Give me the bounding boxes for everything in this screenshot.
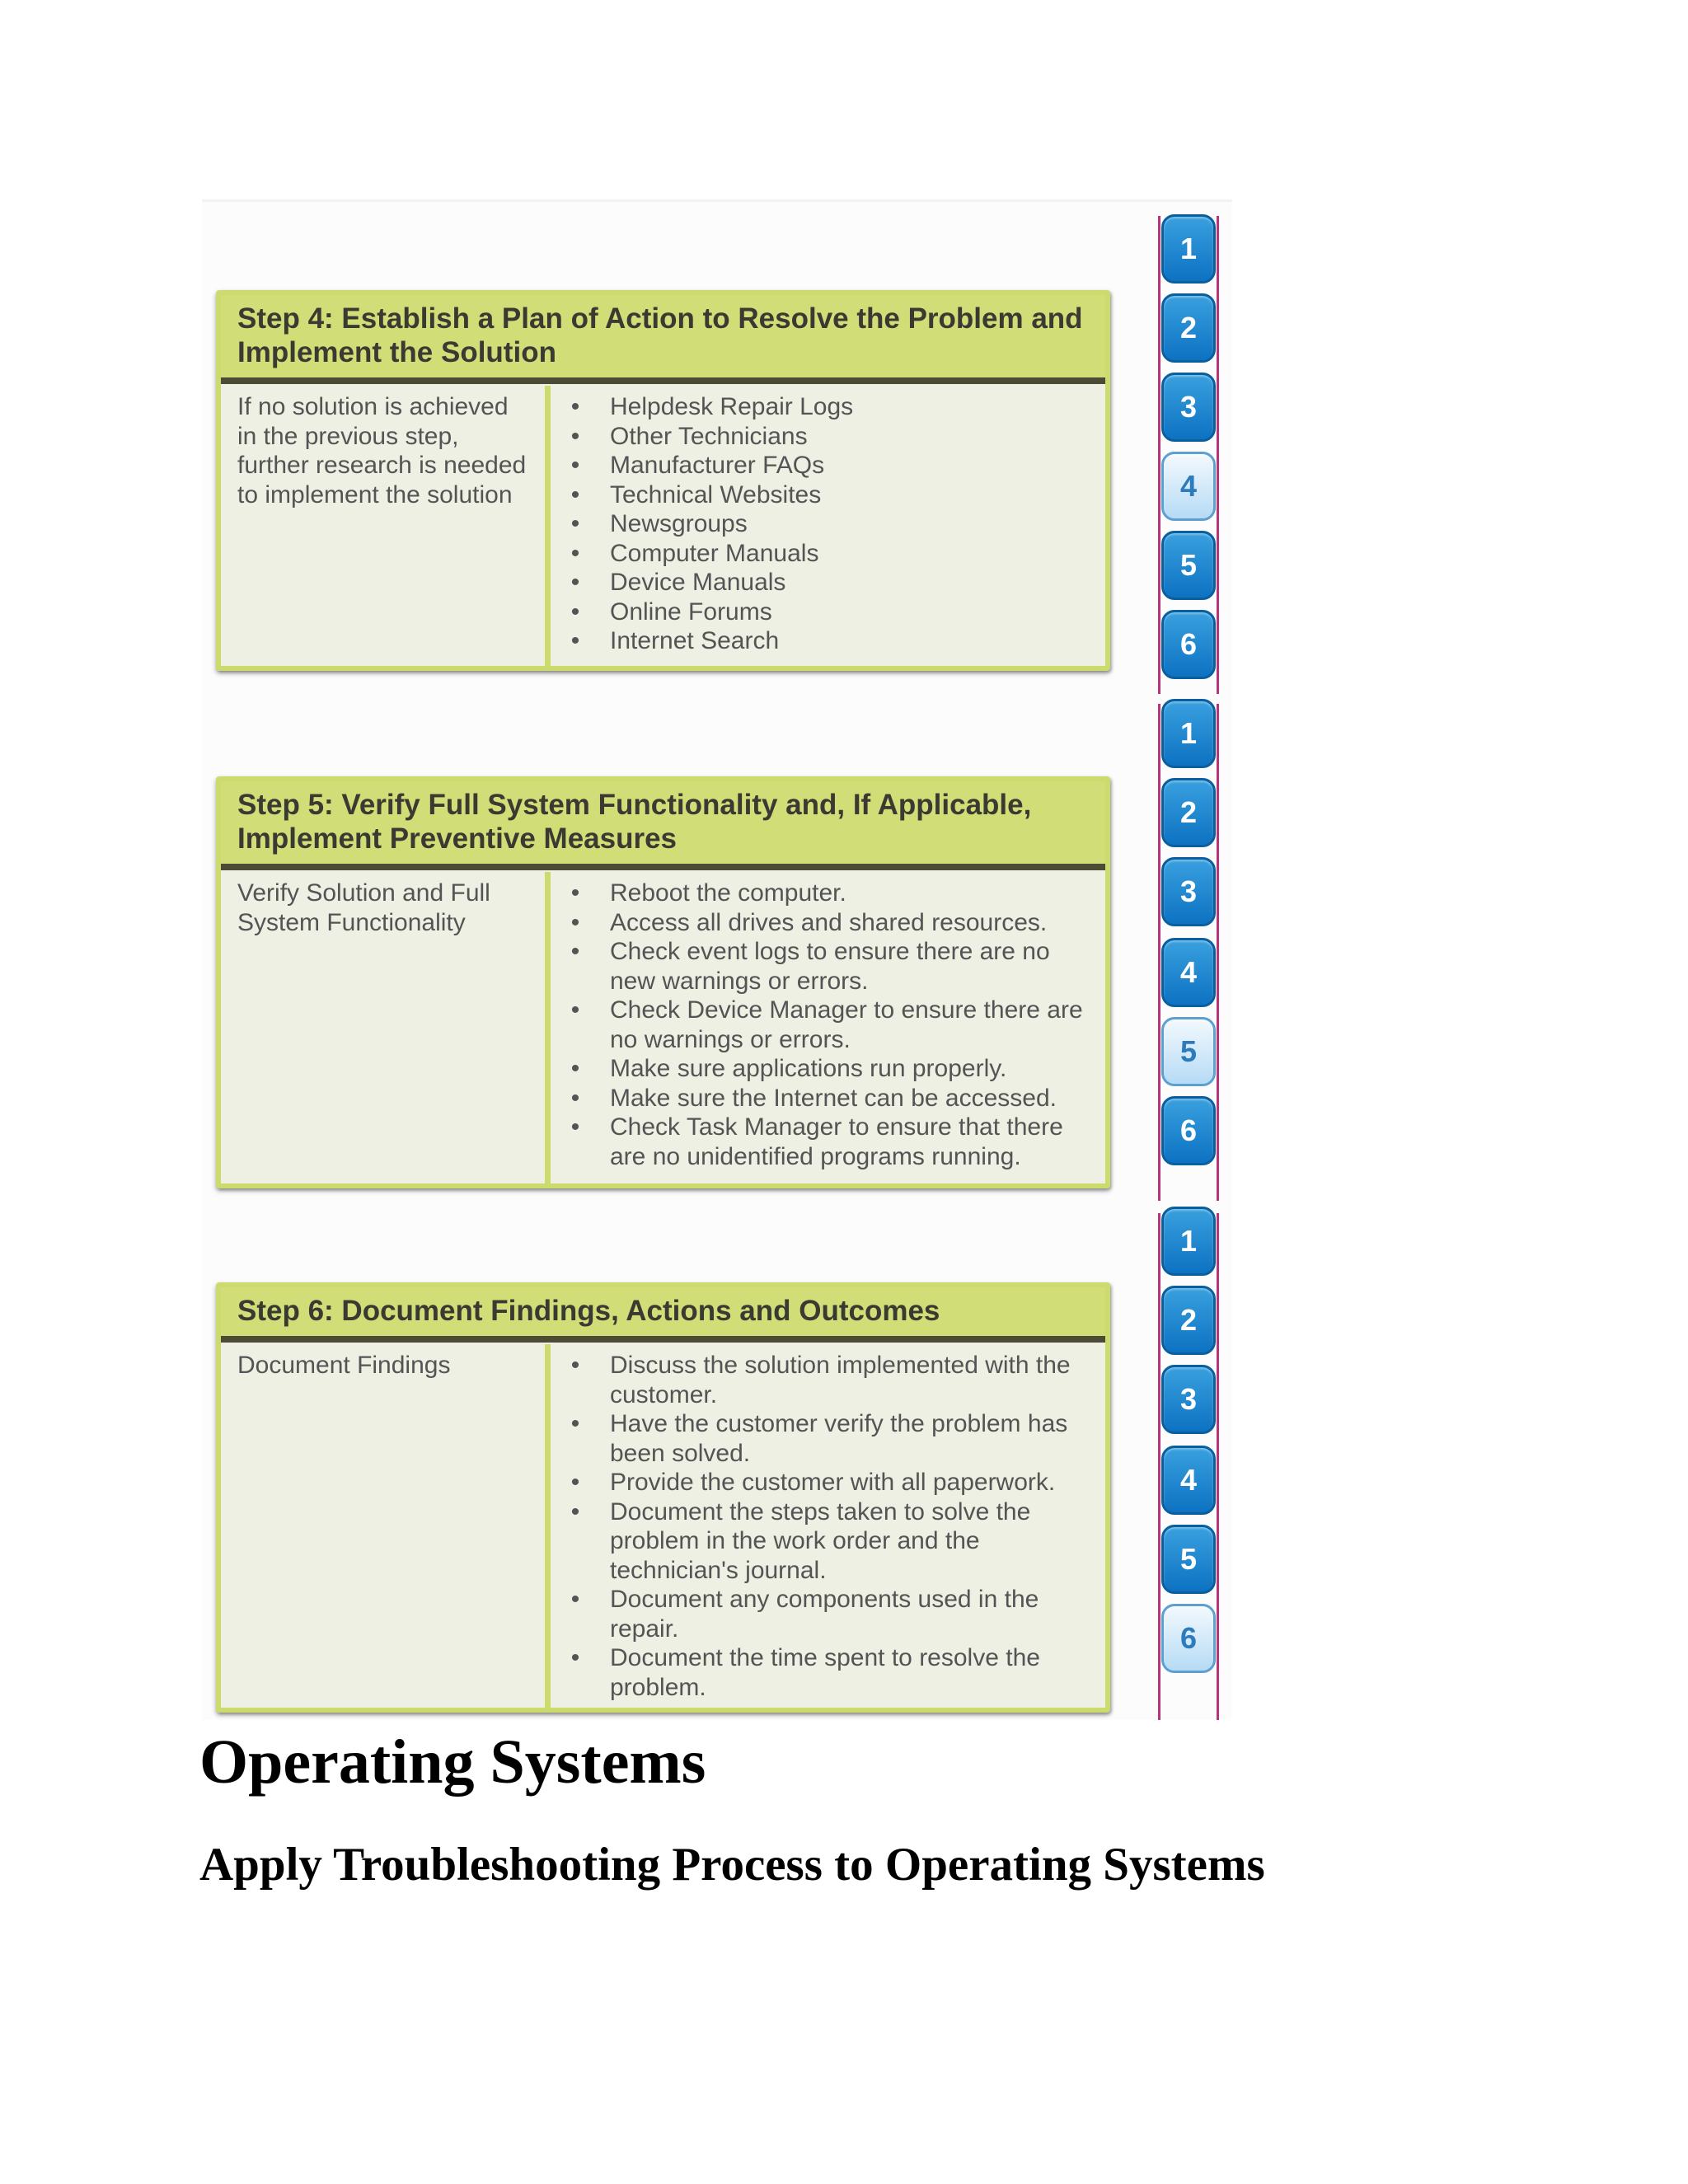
list-item	[559, 480, 1090, 510]
list-item-text: Check Task Manager to ensure that there are no unidentified programs running.	[610, 1113, 1063, 1170]
bullet-icon: •	[570, 996, 580, 1024]
list-item-text: Check event logs to ensure there are no new warnings or errors.	[610, 938, 1050, 995]
step-5-description: Verify Solution and Full System Functionality	[221, 872, 551, 1183]
step-5-box	[216, 776, 1110, 1188]
tab-4[interactable]: 4	[1161, 1446, 1216, 1515]
list-item-text: Computer Manuals	[610, 539, 819, 567]
step-4-bullet-list	[559, 392, 1090, 656]
step-6-title: Step 6: Document Findings, Actions and Outcomes	[221, 1287, 1105, 1343]
bullet-icon: •	[570, 1497, 580, 1526]
list-item	[559, 568, 1090, 598]
list-item	[559, 539, 1090, 569]
step-5-title: Step 5: Verify Full System Functionality and, If Applicable, Implement Preventive Measures	[221, 781, 1105, 870]
tab-1[interactable]: 1	[1161, 699, 1216, 768]
list-item	[559, 422, 1090, 452]
tab-strip-border	[1158, 704, 1160, 1201]
list-item-text: Document any components used in the repair.	[610, 1586, 1039, 1643]
bullet-icon: •	[570, 422, 580, 450]
list-item	[559, 1113, 1090, 1171]
list-item	[559, 1468, 1090, 1497]
list-item-text: Internet Search	[610, 627, 780, 654]
tab-3[interactable]: 3	[1161, 857, 1216, 926]
step-4-resources	[551, 386, 1105, 666]
bullet-icon: •	[570, 1410, 580, 1437]
tab-6[interactable]: 6	[1161, 610, 1216, 679]
list-item-text: Device Manuals	[610, 569, 786, 596]
list-item-text: Newsgroups	[610, 510, 748, 537]
bullet-icon: •	[570, 510, 580, 537]
list-item	[559, 626, 1090, 656]
tab-6-active[interactable]: 6	[1161, 1604, 1216, 1673]
step-6-tab-strip	[1156, 1203, 1221, 1720]
step-6-panel	[216, 1282, 1110, 1713]
tab-5[interactable]: 5	[1161, 1525, 1216, 1594]
tab-strip-border	[1158, 216, 1160, 694]
list-item	[559, 598, 1090, 627]
list-item-text: Document the steps taken to solve the problem in the work order and the technician's journal.	[610, 1497, 1031, 1584]
bullet-icon: •	[570, 1113, 580, 1141]
bullet-icon: •	[570, 1469, 580, 1496]
list-item-text: Reboot the computer.	[610, 879, 846, 907]
tab-2[interactable]: 2	[1161, 1286, 1216, 1355]
list-item-text: Have the customer verify the problem has been solved.	[610, 1410, 1068, 1467]
bullet-icon: •	[570, 569, 580, 596]
bullet-icon: •	[570, 879, 580, 907]
list-item	[559, 1643, 1090, 1702]
step-6-bullet-list	[559, 1351, 1090, 1702]
step-4-title: Step 4: Establish a Plan of Action to Resolve the Problem and Implement the Solution	[221, 295, 1105, 384]
step-4-description: If no solution is achieved in the previous step, further research is needed to implement the solution	[221, 386, 551, 666]
tab-4-active[interactable]: 4	[1161, 452, 1216, 521]
bullet-icon: •	[570, 1644, 580, 1671]
list-item-text: Provide the customer with all paperwork.	[610, 1469, 1056, 1496]
step-4-tab-strip	[1156, 206, 1221, 694]
list-item-text: Make sure applications run properly.	[610, 1055, 1007, 1082]
tab-1[interactable]: 1	[1161, 214, 1216, 284]
step-5-tab-strip	[1156, 694, 1221, 1201]
list-item	[559, 1585, 1090, 1643]
list-item	[559, 509, 1090, 539]
list-item	[559, 908, 1090, 938]
list-item	[559, 1084, 1090, 1113]
tab-strip-border	[1158, 1213, 1160, 1720]
tab-5-active[interactable]: 5	[1161, 1017, 1216, 1086]
list-item	[559, 1409, 1090, 1468]
list-item	[559, 1497, 1090, 1586]
bullet-icon: •	[570, 480, 580, 509]
tab-strip-border	[1217, 704, 1219, 1201]
list-item-text: Manufacturer FAQs	[610, 452, 825, 479]
list-item	[559, 451, 1090, 480]
list-item	[559, 392, 1090, 422]
step-5-panel	[216, 776, 1110, 1188]
tab-1[interactable]: 1	[1161, 1207, 1216, 1276]
list-item-text: Other Technicians	[610, 422, 808, 450]
list-item-text: Check Device Manager to ensure there are no warnings or errors.	[610, 996, 1083, 1053]
step-6-checklist	[551, 1344, 1105, 1708]
list-item-text: Make sure the Internet can be accessed.	[610, 1084, 1057, 1112]
bullet-icon: •	[570, 598, 580, 626]
list-item-text: Discuss the solution implemented with the customer.	[610, 1352, 1071, 1408]
step-6-body	[221, 1344, 1105, 1708]
step-5-checklist	[551, 872, 1105, 1183]
bullet-icon: •	[570, 1055, 580, 1082]
step-6-box	[216, 1282, 1110, 1713]
list-item	[559, 937, 1090, 996]
tab-strip-border	[1217, 1213, 1219, 1720]
bullet-icon: •	[570, 1352, 580, 1379]
list-item	[559, 1054, 1090, 1084]
section-subheading: Apply Troubleshooting Process to Operating Systems	[199, 1839, 1265, 1891]
tab-4[interactable]: 4	[1161, 938, 1216, 1007]
list-item	[559, 1351, 1090, 1409]
section-heading: Operating Systems	[199, 1727, 706, 1797]
tab-5[interactable]: 5	[1161, 531, 1216, 600]
tab-2[interactable]: 2	[1161, 293, 1216, 363]
bullet-icon: •	[570, 938, 580, 965]
list-item	[559, 996, 1090, 1054]
list-item-text: Access all drives and shared resources.	[610, 908, 1048, 936]
bullet-icon: •	[570, 1586, 580, 1613]
tab-2[interactable]: 2	[1161, 778, 1216, 847]
bullet-icon: •	[570, 539, 580, 567]
step-5-body	[221, 872, 1105, 1183]
step-4-box	[216, 290, 1110, 671]
bullet-icon: •	[570, 627, 580, 654]
list-item-text: Online Forums	[610, 598, 772, 626]
bullet-icon: •	[570, 452, 580, 479]
step-5-bullet-list	[559, 879, 1090, 1171]
list-item-text: Document the time spent to resolve the problem.	[610, 1644, 1040, 1701]
bullet-icon: •	[570, 1084, 580, 1112]
list-item-text: Technical Websites	[610, 480, 822, 509]
tab-6[interactable]: 6	[1161, 1096, 1216, 1165]
step-6-description: Document Findings	[221, 1344, 551, 1708]
bullet-icon: •	[570, 908, 580, 936]
tab-3[interactable]: 3	[1161, 373, 1216, 442]
step-4-body	[221, 386, 1105, 666]
bullet-icon: •	[570, 393, 580, 420]
tab-strip-border	[1217, 216, 1219, 694]
list-item	[559, 879, 1090, 908]
step-4-panel	[216, 290, 1110, 671]
tab-3[interactable]: 3	[1161, 1365, 1216, 1434]
list-item-text: Helpdesk Repair Logs	[610, 393, 854, 420]
